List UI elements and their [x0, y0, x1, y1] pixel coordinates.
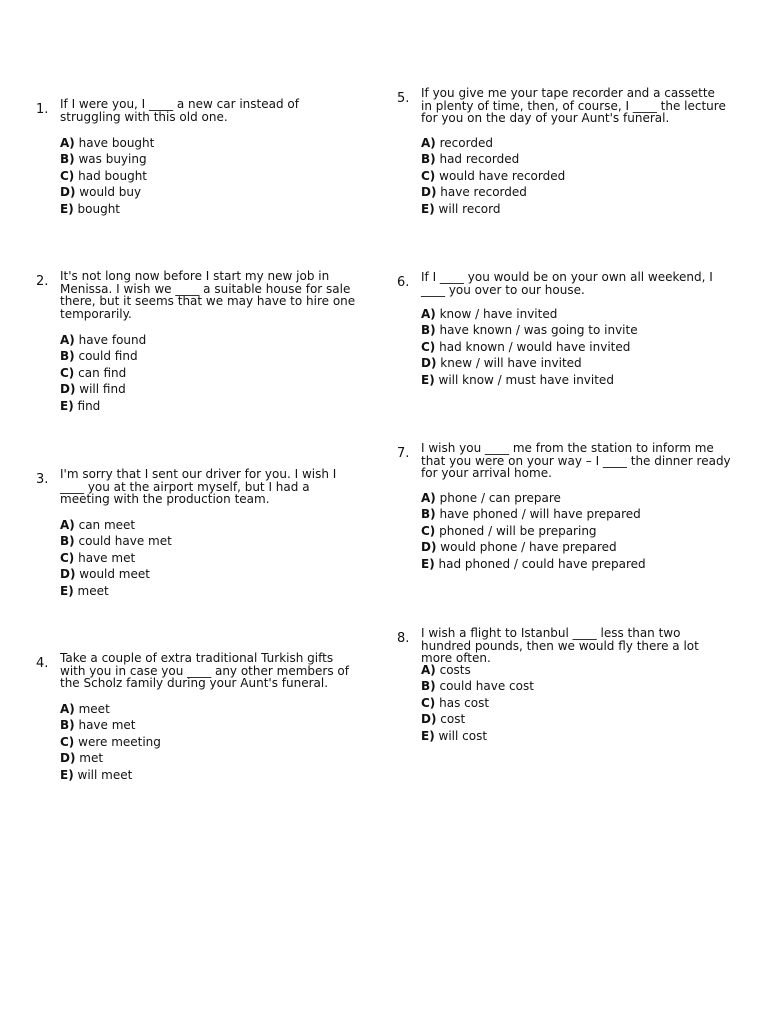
- option-a[interactable]: A) costs: [421, 663, 471, 677]
- option-b[interactable]: B) was buying: [60, 152, 147, 167]
- option-d[interactable]: D) would phone / have prepared: [421, 540, 617, 555]
- option-e[interactable]: E) will record: [421, 201, 501, 216]
- question-number: 4.: [36, 656, 49, 671]
- option-d[interactable]: D) have recorded: [421, 185, 527, 200]
- question-number: 6.: [397, 275, 410, 290]
- option-b[interactable]: B) could have cost: [421, 679, 534, 694]
- option-d[interactable]: D) met: [60, 751, 104, 766]
- option-d[interactable]: D) would meet: [60, 567, 150, 582]
- question-number: 5.: [397, 91, 410, 106]
- option-c[interactable]: C) phoned / will be preparing: [421, 523, 597, 538]
- option-c[interactable]: C) have met: [60, 550, 136, 565]
- options-list: [421, 306, 638, 388]
- question-number: 3.: [36, 472, 49, 487]
- question-stem: If I were you, I ____ a new car instead of struggling with this old one.: [60, 97, 299, 124]
- option-c[interactable]: C) would have recorded: [421, 168, 566, 183]
- question-stem: I wish a flight to Istanbul ____ less than two hundred pounds, then we would fly there a lot more often.: [421, 626, 699, 665]
- option-d[interactable]: D) knew / will have invited: [421, 356, 582, 371]
- option-e[interactable]: E) will know / must have invited: [421, 372, 614, 387]
- option-d[interactable]: D) will find: [60, 382, 126, 397]
- option-e[interactable]: E) will cost: [421, 728, 488, 743]
- option-c[interactable]: C) can find: [60, 365, 127, 380]
- option-c[interactable]: C) had known / would have invited: [421, 339, 631, 354]
- options-list: [60, 701, 161, 783]
- options-list: [421, 662, 534, 744]
- option-a[interactable]: A) phone / can prepare: [421, 491, 561, 505]
- option-b[interactable]: B) had recorded: [421, 152, 520, 167]
- option-a[interactable]: A) have found: [60, 333, 147, 347]
- option-e[interactable]: E) meet: [60, 583, 109, 598]
- option-a[interactable]: A) recorded: [421, 136, 493, 150]
- option-b[interactable]: B) have phoned / will have prepared: [421, 507, 641, 522]
- option-d[interactable]: D) would buy: [60, 185, 142, 200]
- option-b[interactable]: B) could have met: [60, 534, 172, 549]
- question-stem: I'm sorry that I sent our driver for you. I wish I ____ you at the airport myself, but I had a meeting with the production team.: [60, 467, 337, 506]
- option-e[interactable]: E) find: [60, 398, 101, 413]
- options-list: [421, 490, 646, 572]
- question-stem: I wish you ____ me from the station to inform me that you were on your way – I ____ the dinner ready for your arrival home.: [421, 441, 731, 480]
- question-stem: It's not long now before I start my new job in Menissa. I wish we ____ a suitable house for sale there, but it seems that we may have to hire one temporarily.: [60, 269, 356, 321]
- option-a[interactable]: A) meet: [60, 702, 110, 716]
- options-list: [60, 332, 146, 414]
- options-list: [421, 135, 565, 217]
- question-number: 1.: [36, 102, 49, 117]
- option-b[interactable]: B) could find: [60, 349, 138, 364]
- option-e[interactable]: E) bought: [60, 201, 121, 216]
- question-stem: If you give me your tape recorder and a cassette in plenty of time, then, of course, I ____ the lecture for you on the day of your Aunt's funeral.: [421, 86, 726, 125]
- option-b[interactable]: B) have known / was going to invite: [421, 323, 638, 338]
- question-stem: If I ____ you would be on your own all weekend, I ____ you over to our house.: [421, 270, 713, 297]
- option-c[interactable]: C) has cost: [421, 695, 490, 710]
- option-a[interactable]: A) can meet: [60, 518, 136, 532]
- question-number: 8.: [397, 631, 410, 646]
- option-e[interactable]: E) had phoned / could have prepared: [421, 556, 646, 571]
- option-b[interactable]: B) have met: [60, 718, 136, 733]
- option-c[interactable]: C) were meeting: [60, 734, 161, 749]
- option-d[interactable]: D) cost: [421, 712, 466, 727]
- option-a[interactable]: A) know / have invited: [421, 307, 558, 321]
- question-stem: Take a couple of extra traditional Turkish gifts with you in case you ____ any other members of the Scholz family during your Aunt's funeral.: [60, 651, 349, 690]
- question-number: 7.: [397, 446, 410, 461]
- option-e[interactable]: E) will meet: [60, 767, 133, 782]
- option-a[interactable]: A) have bought: [60, 136, 155, 150]
- option-c[interactable]: C) had bought: [60, 168, 148, 183]
- options-list: [60, 517, 172, 599]
- question-number: 2.: [36, 274, 49, 289]
- options-list: [60, 135, 154, 217]
